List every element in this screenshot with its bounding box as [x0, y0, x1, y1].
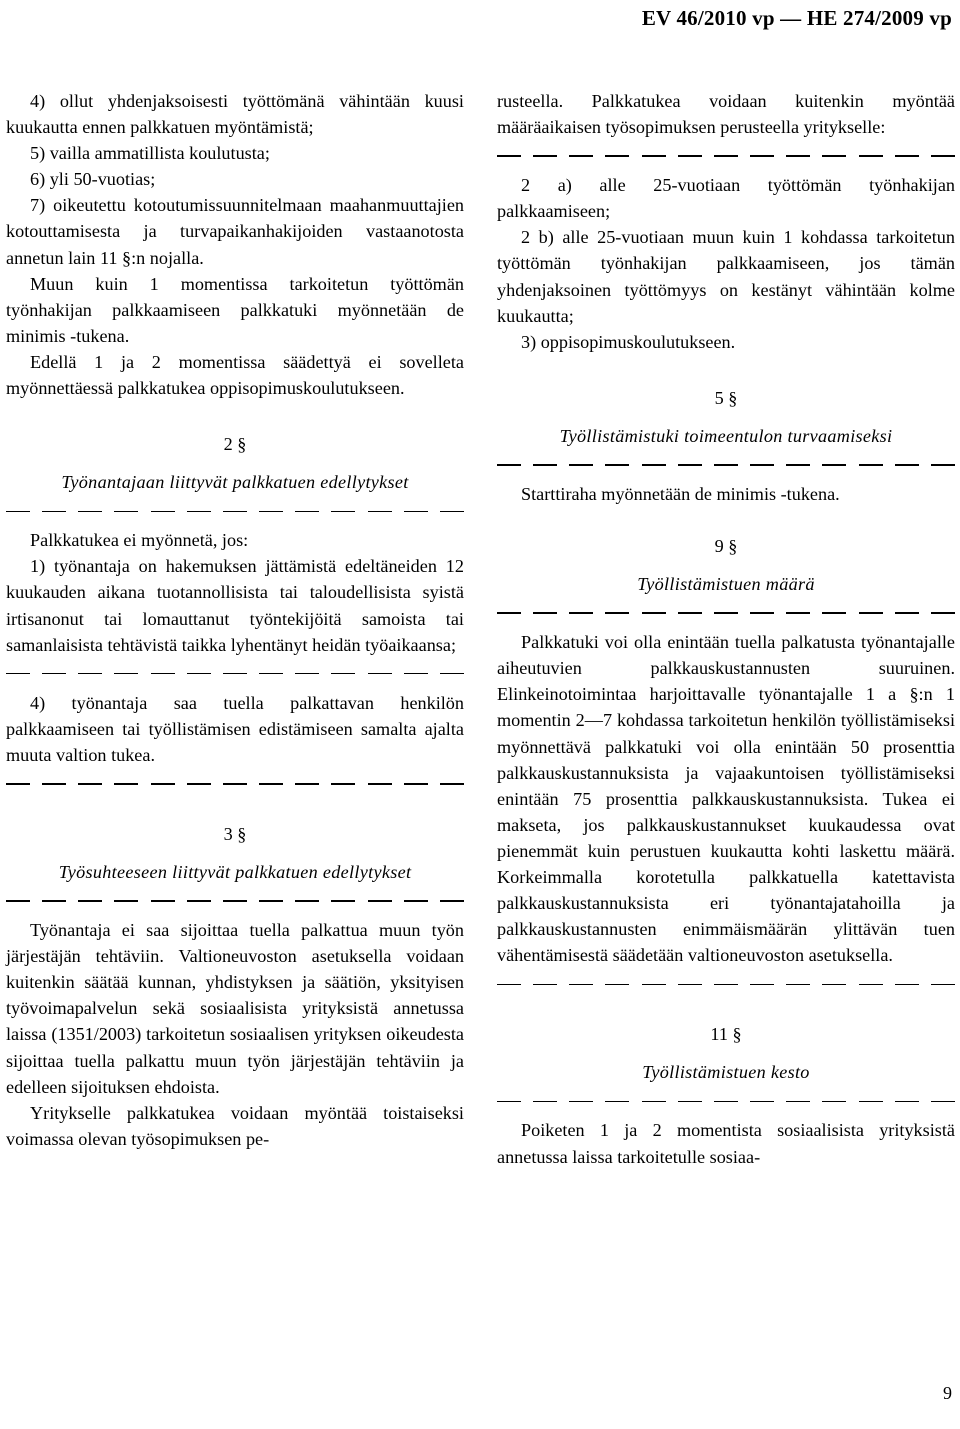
section-heading	[497, 533, 955, 597]
section-number: 9 §	[714, 536, 738, 557]
omission-dashes	[497, 1088, 955, 1114]
section-number: 2 §	[223, 434, 247, 455]
paragraph: Palkkatuki voi olla enintään tuella palkatusta työnantajalle aiheutuvien palkkauskustannusten suuruinen. Elinkeinotoimintaa harjoittavalle työnantajalle 1 a §:n 1 momentin 2—7 kohdassa tarkoitetun henkilön työllistämiseksi myönnettävä palkkatuki voi olla enintään 50 prosenttia palkkauskustannuksista ja vajaakuntoisen työllistämiseksi enintään 75 prosenttia palkkauskustannuksista. Tukea ei makseta, jos palkkauskustannukset kuukaudessa ovat pienemmät kuin perustuen kuukautta kohti laskettu määrä. Korkeimmalla korotetulla palkkatuella katettavista palkkauskustannuksista eri työnantajatahoilla ja palkkauskustannusten enimmäismäärän ylittävän tuen vähentämisestä säädetään valtioneuvoston asetuksella.	[497, 632, 955, 966]
paragraph: 3) oppisopimuskoulutukseen.	[521, 331, 736, 352]
paragraph: 4) työnantaja saa tuella palkattavan henkilön palkkaamiseen tai työllistämisen edistämiseen samalta ajalta muuta valtion tukea.	[6, 692, 464, 765]
omission-dashes	[497, 600, 955, 626]
left-column	[6, 88, 464, 1152]
page-number: 9	[943, 1383, 952, 1403]
omission-dashes	[497, 452, 955, 478]
section-title: Työllistämistuen määrä	[637, 574, 815, 595]
omission-dashes	[6, 771, 464, 797]
section-number: 11 §	[710, 1024, 742, 1045]
omission-dashes	[497, 971, 955, 997]
paragraph: Muun kuin 1 momentissa tarkoitetun työttömän työnhakijan palkkaamiseen palkkatuki myönnetään de minimis -tukena.	[6, 273, 464, 346]
omission-dashes	[6, 498, 464, 524]
paragraph: Työnantaja ei saa sijoittaa tuella palkattua muun työn järjestäjän tehtäviin. Valtioneuvoston asetuksella voidaan kuitenkin säätää kunnan, yhdistyksen ja säätiön, yksityisen työvoimapalvelun sekä sosiaalisista yrityksistä annetussa laissa (1351/2003) tarkoitetun sosiaalisen yrityksen oikeudesta sijoittaa tuella palkattu muun työn järjestäjän tehtäviin ja edelleen sijoituksen ehdoista.	[6, 920, 464, 1097]
section-number: 3 §	[223, 823, 247, 844]
page-header: EV 46/2010 vp — HE 274/2009 vp	[641, 6, 952, 30]
section-title: Työllistämistuki toimeentulon turvaamiseksi	[559, 425, 893, 446]
paragraph: 5) vailla ammatillista koulutusta;	[30, 143, 270, 164]
section-title: Työsuhteeseen liittyvät palkkatuen edellytykset	[58, 861, 412, 882]
paragraph: 2 b) alle 25-vuotiaan muun kuin 1 kohdassa tarkoitetun työttömän työnhakijan palkkaamiseen, jos tämän yhdenjaksoinen työttömyys on kestänyt vähintään kolme kuukautta;	[497, 227, 955, 326]
paragraph: 2 a) alle 25-vuotiaan työttömän työnhakijan palkkaamiseen;	[497, 175, 955, 222]
paragraph: Poiketen 1 ja 2 momentista sosiaalisista yrityksistä annetussa laissa tarkoitetulle sosiaa-	[497, 1120, 955, 1167]
paragraph: Palkkatukea ei myönnetä, jos:	[30, 530, 249, 551]
paragraph: Starttiraha myönnetään de minimis -tukena.	[521, 483, 840, 504]
section-heading	[497, 385, 955, 449]
paragraph: 7) oikeutettu kotoutumissuunnitelmaan maahanmuuttajien kotouttamisesta ja turvapaikanhakijoiden vastaanotosta annetun lain 11 §:n nojalla.	[6, 195, 464, 268]
paragraph: 1) työnantaja on hakemuksen jättämistä edeltäneiden 12 kuukauden aikana tuotannollisista tai taloudellisista syistä irtisanonut tai lomauttanut työntekijöitä samoista tai samanlaisista tehtävistä taikka lyhentänyt heidän työaikaansa;	[6, 556, 464, 655]
paragraph: rusteella. Palkkatukea voidaan kuitenkin myöntää määräaikaisen työsopimuksen perusteella yritykselle:	[497, 91, 955, 138]
right-column	[497, 88, 955, 1170]
section-heading	[6, 431, 464, 495]
paragraph: Yritykselle palkkatukea voidaan myöntää toistaiseksi voimassa olevan työsopimuksen pe-	[6, 1102, 464, 1149]
omission-dashes	[6, 661, 464, 687]
paragraph: 6) yli 50-vuotias;	[30, 169, 156, 190]
section-title: Työnantajaan liittyvät palkkatuen edellytykset	[61, 472, 409, 493]
section-title: Työllistämistuen kesto	[642, 1062, 810, 1083]
paragraph: Edellä 1 ja 2 momentissa säädettyä ei sovelleta myönnettäessä palkkatukea oppisopimuskoulutukseen.	[6, 351, 464, 399]
section-heading	[6, 821, 464, 885]
omission-dashes	[497, 143, 955, 169]
section-number: 5 §	[714, 387, 738, 408]
paragraph: 4) ollut yhdenjaksoisesti työttömänä vähintään kuusi kuukautta ennen palkkatuen myöntämistä;	[6, 91, 464, 138]
omission-dashes	[6, 888, 464, 914]
section-heading	[497, 1021, 955, 1085]
